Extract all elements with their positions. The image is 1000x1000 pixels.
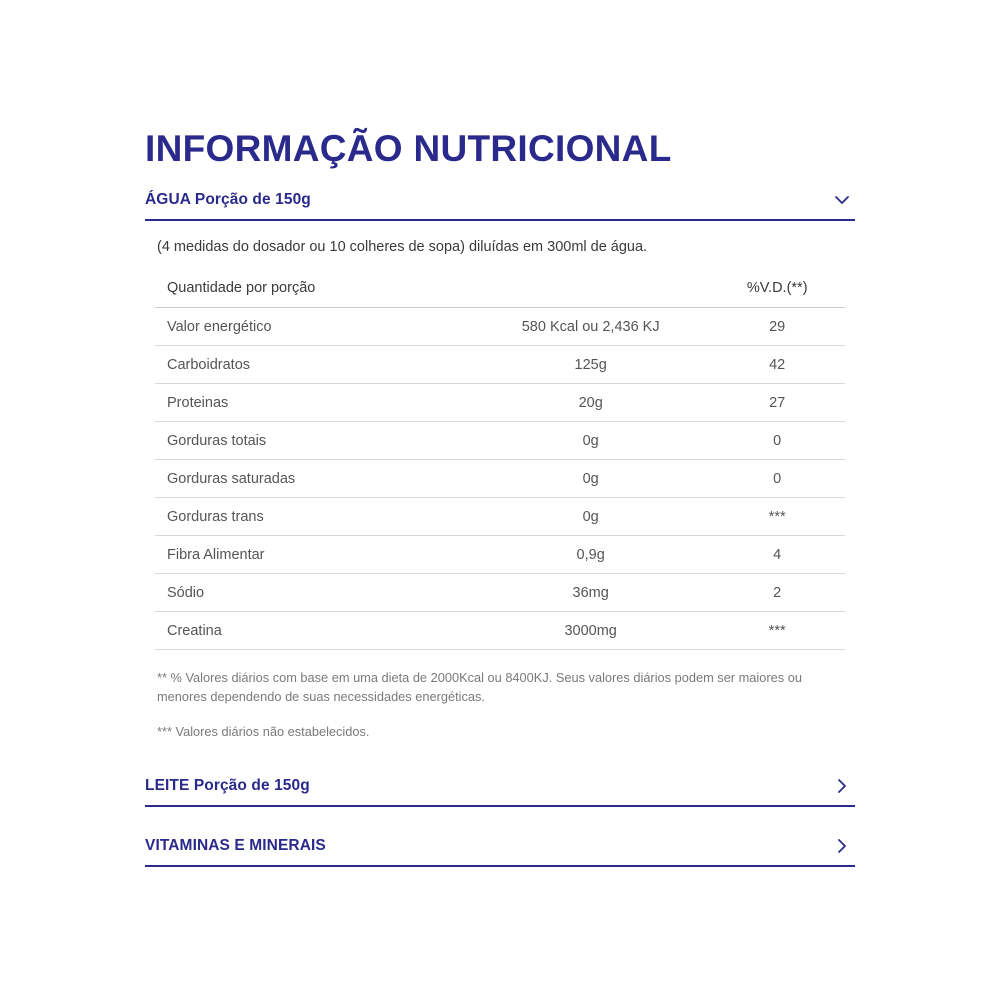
nutrient-amount: 20g (472, 383, 709, 421)
serving-note: (4 medidas do dosador ou 10 colheres de sopa) diluídas em 300ml de água. (157, 238, 648, 255)
nutrient-amount: 36mg (472, 573, 709, 611)
table-row (155, 307, 845, 345)
nutrient-name: Gorduras saturadas (155, 459, 472, 497)
table-row (155, 383, 845, 421)
nutrient-name: Proteinas (155, 383, 472, 421)
nutrition-table (155, 269, 845, 650)
nutrient-amount: 580 Kcal ou 2,436 KJ (472, 307, 709, 345)
accordion-title-agua-rest: Porção de 150g (190, 190, 311, 208)
nutrient-name: Valor energético (155, 307, 472, 345)
table-row (155, 459, 845, 497)
accordion-header-vitaminas[interactable] (145, 837, 855, 867)
table-body (155, 307, 845, 649)
nutrient-daily-value: 0 (709, 421, 845, 459)
accordion-title-leite (145, 777, 310, 795)
table-row (155, 497, 845, 535)
table-header-row (155, 269, 845, 308)
nutrient-daily-value: 2 (709, 573, 845, 611)
accordion-title-vitaminas (145, 837, 326, 855)
nutrient-name: Fibra Alimentar (155, 535, 472, 573)
chevron-right-icon[interactable] (833, 777, 851, 795)
footnote-daily-values: ** % Valores diários com base em uma dieta de 2000Kcal ou 8400KJ. Seus valores diários podem ser maiores ou menores dependendo de suas necessidades energéticas. (157, 669, 802, 705)
nutrient-daily-value: 42 (709, 345, 845, 383)
nutrient-daily-value: 27 (709, 383, 845, 421)
nutrient-name: Gorduras totais (155, 421, 472, 459)
table-row (155, 421, 845, 459)
accordion-section-agua (145, 191, 855, 742)
nutrient-amount: 125g (472, 345, 709, 383)
accordion-title-agua (145, 191, 311, 209)
nutrient-amount: 0,9g (472, 535, 709, 573)
nutrient-amount: 0g (472, 459, 709, 497)
accordion-header-agua[interactable] (145, 191, 855, 221)
nutrient-name: Carboidratos (155, 345, 472, 383)
nutrient-name: Sódio (155, 573, 472, 611)
nutrient-name: Creatina (155, 611, 472, 649)
nutrient-amount: 0g (472, 421, 709, 459)
accordion-section-vitaminas (145, 837, 855, 867)
table-head (155, 269, 845, 308)
accordion-title-leite-rest: Porção de 150g (189, 777, 310, 795)
nutrient-amount: 3000mg (472, 611, 709, 649)
accordion-title-leite-bold: LEITE (145, 777, 190, 795)
header-amount (472, 269, 709, 308)
nutrient-daily-value: 29 (709, 307, 845, 345)
footnotes (155, 668, 845, 742)
nutrient-name: Gorduras trans (155, 497, 472, 535)
header-daily-value: %V.D.(**) (709, 269, 845, 308)
nutrient-daily-value: 0 (709, 459, 845, 497)
nutrient-amount: 0g (472, 497, 709, 535)
nutrient-daily-value: *** (709, 497, 845, 535)
accordion-title-agua-bold: ÁGUA (145, 190, 191, 208)
chevron-right-icon[interactable] (833, 837, 851, 855)
table-row (155, 573, 845, 611)
table-row (155, 611, 845, 649)
footnote-not-established: *** Valores diários não estabelecidos. (157, 724, 370, 740)
accordion-section-leite (145, 777, 855, 807)
header-quantity-per-serving: Quantidade por porção (155, 269, 472, 308)
table-row (155, 345, 845, 383)
accordion-title-vitaminas-bold: VITAMINAS E MINERAIS (145, 837, 326, 855)
accordion-panel-agua (145, 221, 855, 742)
nutrient-daily-value: 4 (709, 535, 845, 573)
content-container (145, 130, 855, 867)
page-title: INFORMAÇÃO NUTRICIONAL (145, 128, 672, 169)
table-row (155, 535, 845, 573)
chevron-down-icon[interactable] (833, 191, 851, 209)
nutrient-daily-value: *** (709, 611, 845, 649)
accordion-header-leite[interactable] (145, 777, 855, 807)
